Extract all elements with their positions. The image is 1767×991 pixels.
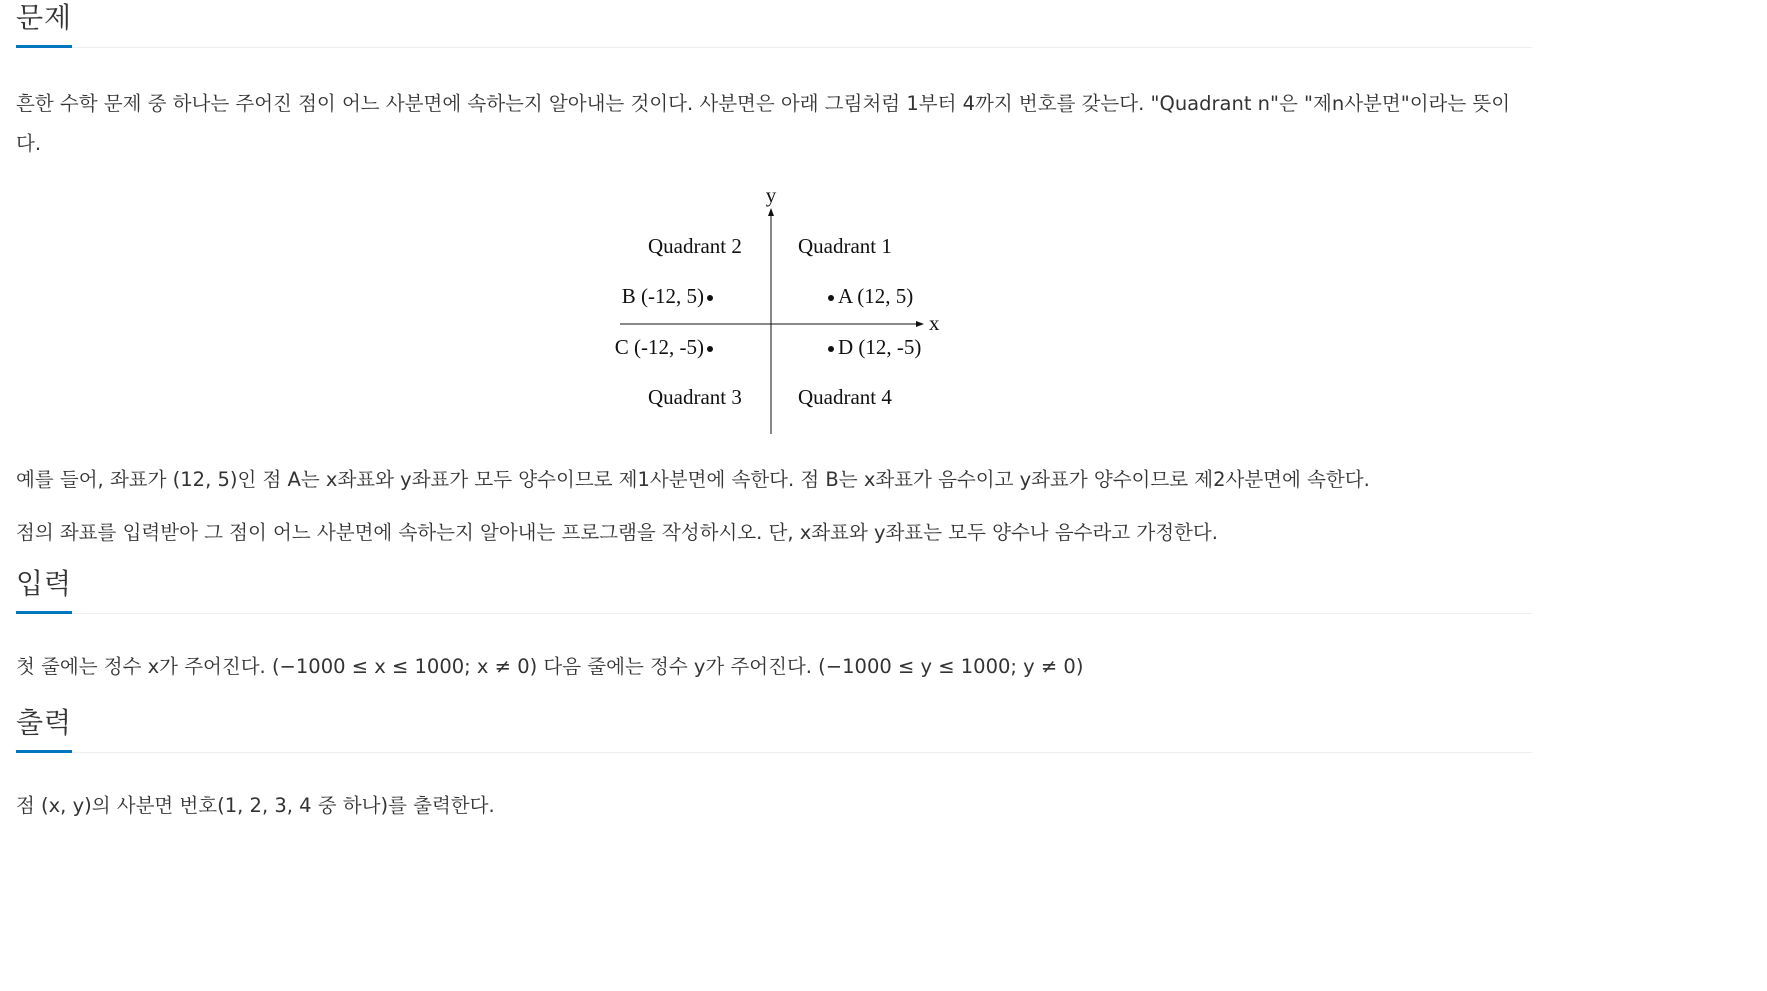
- x-axis-arrow: [916, 321, 924, 327]
- quadrant-2-label: Quadrant 2: [648, 234, 742, 258]
- y-axis-arrow: [768, 208, 774, 216]
- problem-description: 흔한 수학 문제 중 하나는 주어진 점이 어느 사분면에 속하는지 알아내는 것이다. 사분면은 아래 그림처럼 1부터 4까지 번호를 갖는다. "Quadrant n"은 "제n사분면"이라는 뜻이다.: [16, 92, 1511, 155]
- problem-section-title: 문제: [16, 0, 72, 48]
- quadrant-3-label: Quadrant 3: [648, 385, 742, 409]
- output-section-header: [16, 705, 1532, 753]
- input-section-title: 입력: [16, 566, 72, 614]
- point-c-dot: [707, 346, 713, 352]
- problem-section-header: [16, 0, 1532, 48]
- input-description: 첫 줄에는 정수 x가 주어진다. (−1000 ≤ x ≤ 1000; x ≠ 0) 다음 줄에는 정수 y가 주어진다. (−1000 ≤ y ≤ 1000; y ≠ 0): [16, 655, 1084, 678]
- quadrant-diagram: [603, 186, 963, 454]
- problem-example: 예를 들어, 좌표가 (12, 5)인 점 A는 x좌표와 y좌표가 모두 양수이므로 제1사분면에 속한다. 점 B는 x좌표가 음수이고 y좌표가 양수이므로 제2사분면에 속한다.: [16, 468, 1370, 491]
- quadrant-figure: [16, 186, 1532, 454]
- x-axis-label: x: [929, 311, 940, 335]
- point-d-dot: [828, 346, 834, 352]
- point-a-label: A (12, 5): [838, 284, 914, 308]
- y-axis-label: y: [765, 186, 777, 207]
- point-c-label: C (-12, -5): [614, 335, 704, 359]
- point-a-dot: [828, 295, 834, 301]
- problem-page: [16, 0, 1532, 826]
- output-description: 점 (x, y)의 사분면 번호(1, 2, 3, 4 중 하나)를 출력한다.: [16, 794, 495, 817]
- quadrant-4-label: Quadrant 4: [798, 385, 892, 409]
- input-section-header: [16, 566, 1532, 614]
- quadrant-1-label: Quadrant 1: [798, 234, 892, 258]
- point-d-label: D (12, -5): [838, 335, 922, 359]
- output-section-title: 출력: [16, 705, 72, 753]
- problem-task: 점의 좌표를 입력받아 그 점이 어느 사분면에 속하는지 알아내는 프로그램을 작성하시오. 단, x좌표와 y좌표는 모두 양수나 음수라고 가정한다.: [16, 521, 1218, 544]
- point-b-label: B (-12, 5): [621, 284, 704, 308]
- point-b-dot: [707, 295, 713, 301]
